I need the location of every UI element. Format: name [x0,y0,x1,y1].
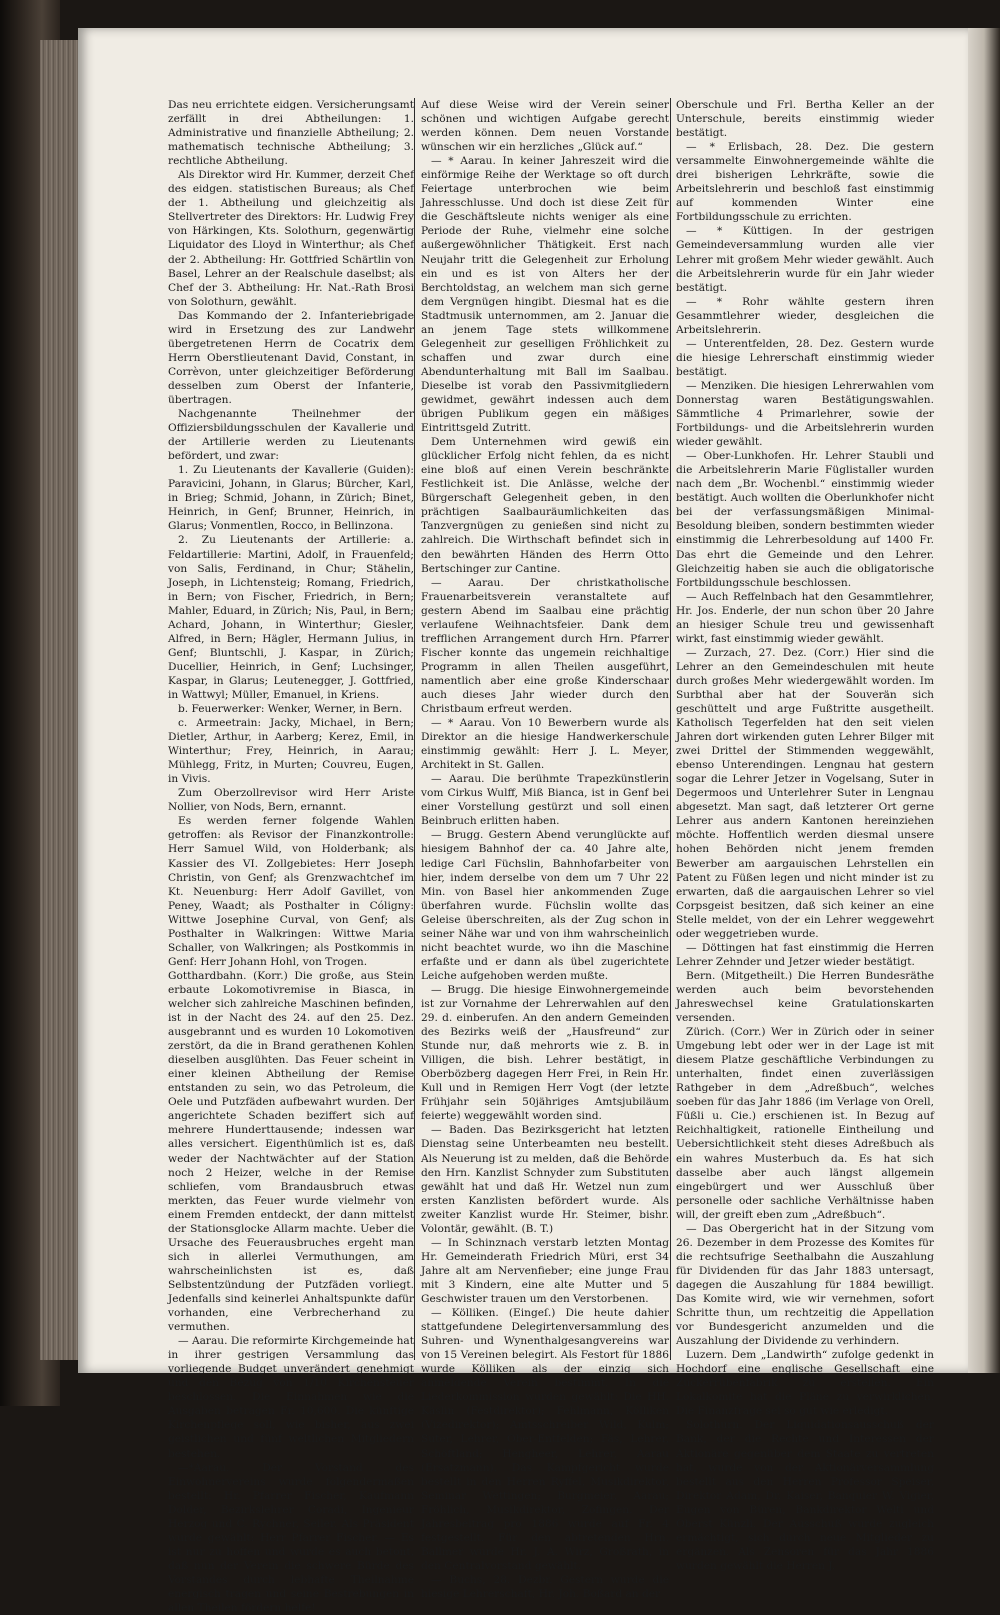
paragraph: — Brugg. Die hiesige Einwohnergemeinde ist zur Vornahme der Lehrerwahlen auf den 29. d. einberufen. An den andern Gemeinden des Bezirks weiß der „Hausfreund“ zur Stunde nur, daß mehrorts wie z. B. in Villigen, die bish. Lehrer bestätigt, in Oberbözberg dagegen Herr Frei, in Rein Hr. Kull und in Remigen Herr Vogt (der letzte Frühjahr sein 50jähriges Amtsjubiläum feierte) weggewählt worden sind. [421,983,669,1123]
paragraph: — In Schinznach verstarb letzten Montag Hr. Gemeinderath Friedrich Müri, erst 34 Jahre alt am Nervenfieber; eine junge Frau mit 3 Kindern, eine alte Mutter und 5 Geschwister trauen um den Verstorbenen. [421,1236,669,1305]
paragraph: — Menziken. Die hiesigen Lehrerwahlen vom Donnerstag waren Bestätigungswahlen. Sämmtliche 4 Primarlehrer, sowie der Fortbildungs- und die Arbeitslehrerin wurden wieder gewählt. [676,379,934,449]
column-divider [414,98,415,1360]
paragraph: — Zurzach, 27. Dez. (Corr.) Hier sind die Lehrer an den Gemeindeschulen mit heute durch großes Mehr wiedergewählt worden. Im Surbthal aber hat der Souverän sich geschüttelt und arge Fußtritte ausgetheilt. Katholisch Tegerfelden hat den seit vielen Jahren dort wirkenden guten Lehrer Bilger mit zwei Drittel der Stimmenden weggewählt, ebenso Unterendingen. Lengnau hat gestern sogar die Lehrer Jetzer in Vogelsang, Suter in Degermoos und Unterlehrer Suter in Lengnau abgesetzt. Man sagt, daß letzterer Ort gerne Lehrer aus andern Kantonen hereinziehen möchte. Hoffentlich werden diesmal unsere hohen Behörden nicht jenem fremden Bewerber am aargauischen Lehrstellen ein Patent zu Füßen legen und nicht minder ist zu erwarten, daß die aargauischen Lehrer so viel Corpsgeist besitzen, daß sich keiner an eine Stelle meldet, von der ein Lehrer weggewehrt oder weggetrieben wurde. [676,646,934,940]
column-divider [670,98,671,1360]
paragraph: — * Aarau. Von 10 Bewerbern wurde als Direktor an die hiesige Handwerkerschule einstimmig gewählt: Herr J. L. Meyer, Architekt in St. Gallen. [421,717,669,772]
paragraph: — * Aarau. In keiner Jahreszeit wird die einförmige Reihe der Werktage so oft durch Feiertage unterbrochen wie beim Jahresschlusse. Und doch ist diese Zeit für die Geschäftsleute nichts weniger als eine Periode der Ruhe, vielmehr eine solche außergewöhnlicher Thätigkeit. Erst nach Neujahr tritt die Gelegenheit zur Erholung ein und es ist von Alters her der Berchtoldstag, an welchem man sich gerne dem Vergnügen hingibt. Diesmal hat es die Stadtmusik unternommen, am 2. Januar die an jenem Tage stets willkommene Gelegenheit zur geselligen Fröhlichkeit zu schaffen und zwar durch eine Abendunterhaltung mit Ball im Saalbau. Dieselbe ist vorab den Passivmitgliedern gewidmet, gewährt indessen auch dem übrigen Publikum gegen ein mäßiges Eintrittsgeld Zutritt. [421,155,669,435]
paragraph: c. Armeetrain: Jacky, Michael, in Bern; Dietler, Arthur, in Aarberg; Kerez, Emil, in Winterthur; Frey, Heinrich, in Aarau; Mühlegg, Fritz, in Murten; Couvreu, Eugen, in Vivis. [168,717,414,786]
paragraph: — Aarau. Der christkatholische Frauenarbeitsverein veranstaltete auf gestern Abend im Saalbau eine prächtig verlaufene Weihnachtsfeier. Dank dem trefflichen Arrangement durch Hrn. Pfarrer Fischer konnte das ungemein reichhaltige Programm in allen Theilen ausgeführt, namentlich aber eine große Kinderschaar auch dieses Jahr wieder durch den Christbaum erfreut werden. [421,576,669,716]
paragraph: Zürich. (Corr.) Wer in Zürich oder in seiner Umgebung lebt oder wer in der Lage ist mit diesem Platze geschäftliche Verbindungen zu unterhalten, findet einen zuverlässigen Rathgeber in dem „Adreßbuch“, welches soeben für das Jahr 1886 (im Verlage von Orell, Füßli u. Cie.) erschienen ist. In Bezug auf Reichhaltigkeit, rationelle Eintheilung und Uebersichtlichkeit steht dieses Adreßbuch als ein wahres Musterbuch da. Es hat sich dasselbe aber auch längst allgemein eingebürgert und wer Ausschluß über personelle oder sachliche Verhältnisse haben will, der greift eben zum „Adreßbuch“. [676,1026,934,1221]
paragraph: — * Erlisbach, 28. Dez. Die gestern versammelte Einwohnergemeinde wählte die drei bisherigen Lehrkräfte, sowie die Arbeitslehrerin und beschloß fast einstimmig auf kommenden Winter eine Fortbildungsschule zu errichten. [676,141,934,224]
paragraph: — Aarau. Die berühmte Trapezkünstlerin vom Cirkus Wulff, Miß Bianca, ist in Genf bei einer Vorstellung gestürzt und soll einen Beinbruch erlitten haben. [421,773,669,828]
column-2 [421,98,669,1600]
paragraph: Bern. (Mitgetheilt.) Die Herren Bundesräthe werden auch beim bevorstehenden Jahreswechsel keine Gratulationskarten versenden. [676,969,934,1025]
paragraph: Es werden ferner folgende Wahlen getroffen: als Revisor der Finanzkontrolle: Herr Samuel Wild, von Holderbank; als Kassier des VI. Zollgebietes: Herr Joseph Christin, von Genf; als Grenzwachtchef im Kt. Neuenburg: Herr Adolf Gavillet, von Peney, Waadt; als Posthalter in Cóligny: Wittwe Josephine Curval, von Genf; als Posthalter in Walkringen: Wittwe Maria Schaller, von Walkringen; als Postkommis in Genf: Herr Johann Hohl, von Trogen. [168,815,414,968]
paragraph: Solothurn. Der Liquidationsausschuß der Bank, der die Rechte und Interessen der Aktionäre gegenüber dem Staate zu vertreten hat, wurde von der Aktionärversammlung bestellt aus den Herren Professor Speiser, Direktor Adam, Dr. Kaiser, Banquier W. Vigier, Eugen von Büren, Bankdirektor Welti und Oberst Künzli. Der Ausschuß wurde zugleich ermächtigt, sich durch neue Mitglieder zu ergänzen. Als Zensoren für das Jahr 1886 wurden gewählt die Herren J. [676,1419,934,1572]
paragraph: Gotthardbahn. (Korr.) Die große, aus Stein erbaute Lokomotivremise in Biasca, in welcher sich zahlreiche Maschinen befinden, ist in der Nacht des 24. auf den 25. Dez. ausgebrannt und es wurden 10 Lokomotiven zerstört, da die in Brand gerathenen Kohlen dieselben ausglühten. Das Feuer scheint in einer kleinen Abtheilung der Remise entstanden zu sein, wo das Petroleum, die Oele und Putzfäden aufbewahrt wurden. Der angerichtete Schaden beziffert sich auf mehrere Hunderttausende; indessen war alles versichert. Eigenthümlich ist es, daß weder der Nachtwächter auf der Station noch 2 Heizer, welche in der Remise schliefen, vom Brandausbruch etwas merkten, das Feuer wurde vielmehr von einem Fremden entdeckt, der dann mittelst der Stationsglocke Allarm machte. Ueber die Ursache des Feuerausbruches ergeht man sich in allerlei Vermuthungen, am wahrscheinlichsten ist es, daß Selbstentzündung der Putzfäden vorliegt. Jedenfalls sind keinerlei Anhaltspunkte dafür vorhanden, eine Verbrecherhand zu vermuthen. [168,969,414,1334]
paragraph: — Brugg. Gestern Abend verunglückte auf hiesigem Bahnhof der ca. 40 Jahre alte, ledige Carl Füchslin, Bahnhofarbeiter von hier, indem derselbe von dem um 7 Uhr 22 Min. von Basel hier ankommenden Zuge überfahren wurde. Füchslin wollte das Geleise überschreiten, als der Zug schon in seiner Nähe war und von ihm wahrscheinlich nicht beachtet wurde, wo ihn die Maschine erfaßte und er dann als übel zugerichtete Leiche aufgehoben werden mußte. [421,829,669,982]
column-1 [168,98,414,1615]
paragraph: — Buchs, 28. Dezbr. Gestern wurde die hiesige Lehrerschaft, Hr. Joh. Boßard an der [421,1573,669,1600]
paragraph: Nachgenannte Theilnehmer der Offiziersbildungsschulen der Kavallerie und der Artillerie werden zu Lieutenants befördert, und zwar: [168,408,414,463]
paragraph: b. Feuerwerker: Wenker, Werner, in Bern. [178,703,403,716]
paragraph: Das neu errichtete eidgen. Versicherungsamt zerfällt in drei Abtheilungen: 1. Administrative und finanzielle Abtheilung; 2. mathematisch technische Abtheilung; 3. rechtliche Abtheilung. [168,99,414,168]
paragraph: — Auch Reffelnbach hat den Gesammtlehrer, Hr. Jos. Enderle, der nun schon über 20 Jahre an hiesiger Schule treu und gewissenhaft wirkt, fast einstimmig wieder gewählt. [676,590,934,645]
paragraph: 1. Zu Lieutenants der Kavallerie (Guiden): Paravicini, Johann, in Glarus; Bürcher, Karl, in Brieg; Schmid, Johann, in Zürich; Binet, Heinrich, in Genf; Brunner, Heinrich, in Glarus; Vonmentlen, Rocco, in Bellinzona. [168,464,414,533]
paragraph: Auf diese Weise wird der Verein seiner schönen und wichtigen Aufgabe gerecht werden können. Dem neuen Vorstande wünschen wir ein herzliches „Glück auf.“ [421,99,669,154]
paragraph: 2. Zu Lieutenants der Artillerie: a. Feldartillerie: Martini, Adolf, in Frauenfeld; von Salis, Ferdinand, in Chur; Stähelin, Joseph, in Lichtensteig; Romang, Friedrich, in Bern; von Fischer, Friedrich, in Bern; Mahler, Eduard, in Zürich; Nis, Paul, in Bern; Achard, Johann, in Winterthur; Giesler, Alfred, in Bern; Hägler, Hermann Julius, in Genf; Bluntschli, J. Kaspar, in Zürich; Ducellier, Heinrich, in Genf; Luchsinger, Kaspar, in Glarus; Leutenegger, J. Gottfried, in Wattwyl; Müller, Emanuel, in Kriens. [168,534,414,701]
paragraph: Luzern. Dem „Landwirth“ zufolge gedenkt in Hochdorf eine englische Gesellschaft eine Zuckerrübenfabrik zu erstellen. Ein Lokalkomite hat die Pläne zu verwirklichen. Die Finanzfrage sei so gut wie erledigt. [676,1349,934,1418]
paragraph: — Kölliken. (Eingeſ.) Die heute dahier stattgefundene Delegirtenversammlung des Suhren- und Wynenthalgesangvereins war von 15 Vereinen belegirt. Als Festort für 1886 wurde Kölliken als der einzig sich anmeldende Verein bestimmt. In die Liederkommission wurden gewählt: Die HH. Käslin (Festdirektor); Fehlmann, Kölliken (Vizedirektor); Amtsschreiber Wild, Kulm; Suter, Lehrer, Ober-Entfelden; Fäs, Lehrer, Schöftland; Hengheer, Lehrer, Aarau (Ersatzmann). Das Kampfgericht wurde bestellt in den Herren Ryffel, Musikdirektor, Seminar Wettingen; Burgmeier, Aarau; Fröhlich, Musikdirektor, Zofingen. Der Jahresbeitrag pro 1886 wurde auf Fr. 4 festgestellt. Für den abtretenden Hrn. Ballmer wurde Hr. J. A. Wirz, Großrath, in den Centralvorstand gewählt. [421,1307,669,1572]
paragraph: — Baden. Das Bezirksgericht hat letzten Dienstag seine Unterbeamten neu bestellt. Als Neuerung ist zu melden, daß die Behörde den Hrn. Kanzlist Schnyder zum Substituten gewählt hat und daß Hr. Wetzel nun zum ersten Kanzlisten befördert wurde. Als zweiter Kanzlist wurde Hr. Steimer, bishr. Volontär, gewählt. (B. T.) [421,1124,669,1235]
paragraph: — Aarau. Die reformirte Kirchgemeinde hat in ihrer gestrigen Versammlung das vorliegende Budget unverändert genehmigt und den Bezug von 1/10 Kirchensteuer beschlossen. Die Einnahmen wie die Ausgaben betragen Fr. 10,600. Die künftige Kirchenpflege soll, wie bisher, aus zwei geistlichen und fünf weltlichen Mitgliedern bestehen. [168,1335,414,1460]
page-stack-edge [40,40,80,1360]
paragraph: Das Kommando der 2. Infanteriebrigade wird in Ersetzung des zur Landwehr übergetretenen Herrn de Cocatrix dem Herrn Oberstlieutenant David, Constant, in Corrèvon, unter gleichzeitiger Beförderung desselben zum Oberst der Infanterie, übertragen. [168,309,414,406]
paragraph: —*Aarau. Der Vorstand des Einwohnervereins wurde folgendermaßen bestellt: Hr. Pfarrer Fischer, Kaufmann Dolder, Bezirkslehrer Coradi, Ingenieur Herzog und C. Rychner, Seiler. Als Präsident wurde gewählt: Herr Pfarrer Fischer. — Es ist nur zu hoffen und wurde es auch betont, daß nun der Verein die schwere Bürde des Vorstandes durch lebhafte Theilnahme energisch tragen und seine Bestrebungen in allen Theilen fördern helfe! [168,1461,414,1615]
paragraph: — * Küttigen. In der gestrigen Gemeindeversammlung wurden alle vier Lehrer mit großem Mehr wieder gewählt. Auch die Arbeitslehrerin wurde für ein Jahr wieder bestätigt. [676,225,934,294]
paragraph: — Ober-Lunkhofen. Hr. Lehrer Staubli und die Arbeitslehrerin Marie Füglistaller wurden nach dem „Br. Wochenbl.“ einstimmig wieder bestätigt. Auch wollten die Oberlunkhofer nicht bei der verfassungsmäßigen Minimal-Besoldung bleiben, sondern bestimmten wieder einstimmig die Lehrerbesoldung auf 1400 Fr. Das ehrt die Gemeinde und den Lehrer. Gleichzeitig haben sie auch die obligatorische Fortbildungsschule beschlossen. [676,450,934,589]
paragraph: Zum Oberzollrevisor wird Herr Ariste Nollier, von Nods, Bern, ernannt. [168,787,414,814]
paragraph: — Unterentfelden, 28. Dez. Gestern wurde die hiesige Lehrerschaft einstimmig wieder bestätigt. [676,337,934,378]
paragraph: Oberschule und Frl. Bertha Keller an der Unterschule, bereits einstimmig wieder bestätigt. [676,99,934,140]
paragraph: — Das Obergericht hat in der Sitzung vom 26. Dezember in dem Prozesse des Komites für die rechtsufrige Seethalbahn die Auszahlung für Dividenden für das Jahr 1883 untersagt, dagegen die Auszahlung für 1884 bewilligt. Das Komite wird, wie wir vernehmen, sofort Schritte thun, um rechtzeitig die Appellation vor Bundesgericht anzumelden und die Auszahlung der Dividende zu verhindern. [676,1222,934,1348]
page-right-edge [968,28,1000,1373]
paragraph: Dem Unternehmen wird gewiß ein glücklicher Erfolg nicht fehlen, da es nicht eine bloß auf einen Verein beschränkte Festlichkeit ist. Die Anlässe, welche der Bürgerschaft Gelegenheit geben, in den prächtigen Saalbauräumlichkeiten das Tanzvergnügen zu genießen sind nicht zu zahlreich. Die Wirthschaft befindet sich in den bewährten Händen des Herrn Otto Bertschinger zur Cantine. [421,436,669,575]
paragraph: — Döttingen hat fast einstimmig die Herren Lehrer Zehnder und Jetzer wieder bestätigt. [676,941,934,968]
column-3 [676,98,934,1572]
paragraph: — * Rohr wählte gestern ihren Gesammtlehrer wieder, desgleichen die Arbeitslehrerin. [676,295,934,336]
paragraph: Als Direktor wird Hr. Kummer, derzeit Chef des eidgen. statistischen Bureaus; als Chef der 1. Abtheilung und gleichzeitig als Stellvertreter des Direktors: Hr. Ludwig Frey von Härkingen, Kts. Solothurn, gegenwärtig Liquidator des Lloyd in Winterthur; als Chef der 2. Abtheilung: Hr. Gottfried Schärtlin von Basel, Lehrer an der Realschule daselbst; als Chef der 3. Abtheilung: Hr. Nat.-Rath Brosi von Solothurn, gewählt. [168,169,414,308]
